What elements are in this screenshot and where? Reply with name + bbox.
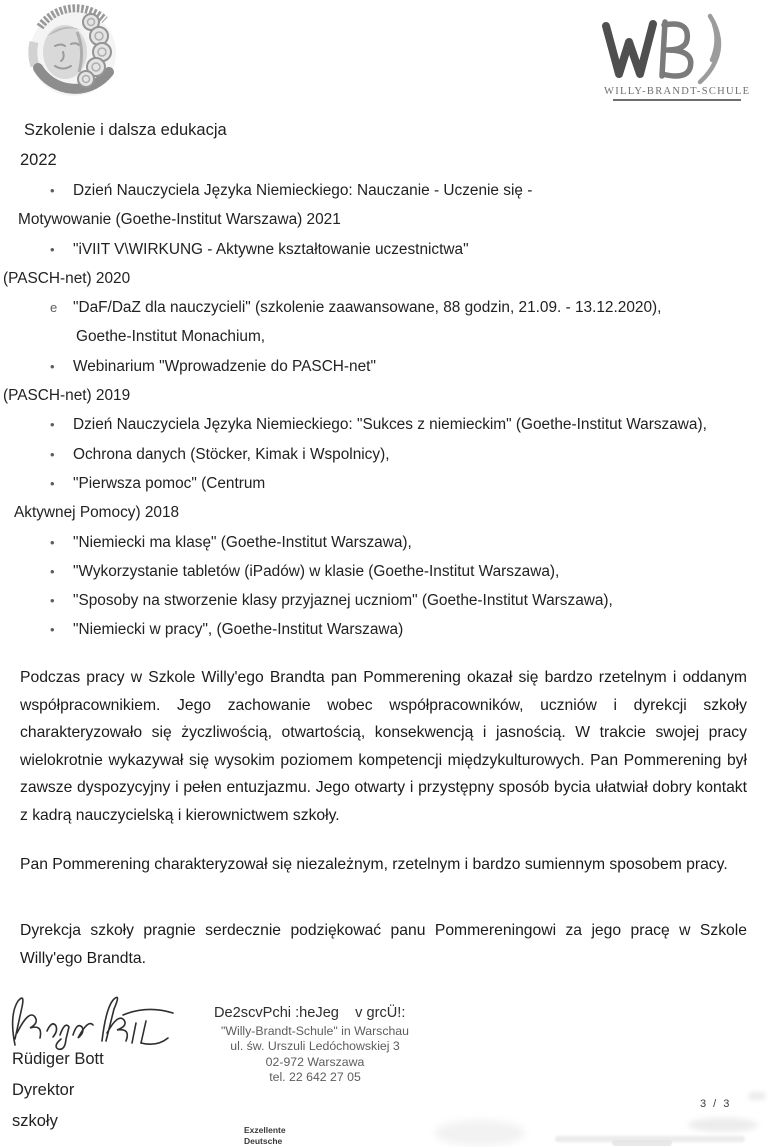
bullet-icon: • bbox=[50, 534, 55, 550]
list-item-text: "Wykorzystanie tabletów (iPadów) w klasie (Goethe-Institut Warszawa), bbox=[73, 562, 560, 580]
list-item-text: Ochrona danych (Stöcker, Kimak i Wspolnicy), bbox=[73, 445, 390, 463]
bullet-icon: • bbox=[50, 475, 55, 491]
scan-artifact bbox=[612, 1140, 672, 1146]
bullet-icon: • bbox=[50, 417, 55, 433]
scan-artifact bbox=[435, 1120, 525, 1146]
bullet-icon: • bbox=[50, 241, 55, 257]
list-item bbox=[0, 440, 768, 469]
school-stamp bbox=[208, 1005, 422, 1086]
list-item bbox=[0, 235, 768, 264]
list-item-text: "Pierwsza pomoc" (Centrum bbox=[73, 474, 266, 492]
stamp-line-3: ul. św. Urszuli Ledóchowskiej 3 bbox=[230, 1039, 400, 1054]
excellence-seal-text bbox=[244, 1125, 286, 1146]
list-item-text: Dzień Nauczyciela Języka Niemieckiego: "Sukces z niemieckim" (Goethe-Institut Warszawa), bbox=[73, 416, 707, 434]
signer-role-line1: Dyrektor bbox=[12, 1081, 75, 1099]
paragraph-thanks: Dyrekcja szkoły pragnie serdecznie podziękować panu Pommereningowi za jego pracę w Szkole Willy'ego Brandta. bbox=[20, 922, 747, 967]
list-item-text: (PASCH-net) 2019 bbox=[3, 387, 131, 405]
list-item-text: (PASCH-net) 2020 bbox=[3, 269, 131, 287]
bullet-icon: • bbox=[50, 446, 55, 462]
header-rule bbox=[613, 99, 741, 101]
school-name-caption: WILLY-BRANDT-SCHULE bbox=[604, 86, 751, 97]
scan-artifact bbox=[688, 1118, 758, 1132]
willy-brandt-emblem-logo bbox=[25, 2, 125, 108]
stamp-line-5: tel. 22 642 27 05 bbox=[269, 1070, 361, 1085]
list-item-text: Motywowanie (Goethe-Institut Warszawa) 2021 bbox=[18, 211, 341, 229]
stamp-line-1: De2scvPchi :heJeg v grcÜ!: bbox=[214, 1005, 406, 1021]
bullet-icon: e bbox=[50, 300, 58, 316]
paragraph-work-style: Pan Pommerening charakteryzował się niezależnym, rzetelnym i bardzo sumiennym sposobem pracy. bbox=[20, 856, 728, 873]
stamp-line-2: "Willy-Brandt-Schule" in Warschau bbox=[220, 1024, 409, 1038]
list-item-text: "Niemiecki w pracy", (Goethe-Institut Warszawa) bbox=[73, 621, 404, 639]
list-item-continuation bbox=[0, 205, 768, 234]
paragraph-evaluation: Podczas pracy w Szkole Willy'ego Brandta pan Pommerening okazał się bardzo rzetelnym i oddanym współpracownikiem. Jego zachowanie wobec współpracowników, uczniów i dyrekcji szkoły charakteryzowało się życzliwością, otwartością, konsekwencją i jasnością. W trakcie swojej pracy wielokrotnie wykazywał się wysokim poziomem kompetencji międzykulturowych. Pan Pommerening był zawsze dyspozycyjny i pełen entuzjazmu. Jego otwarty i przystępny sposób bycia ułatwiał dobry kontakt z kadrą nauczycielską i kierownictwem szkoły. bbox=[20, 669, 747, 824]
wbs-logo bbox=[598, 12, 753, 98]
list-item bbox=[0, 615, 768, 644]
list-item bbox=[0, 469, 768, 498]
list-item-text: "Sposoby na stworzenie klasy przyjaznej uczniom" (Goethe-Institut Warszawa), bbox=[73, 592, 613, 610]
signer-name: Rüdiger Bott bbox=[12, 1050, 104, 1068]
list-item-continuation bbox=[0, 498, 768, 527]
year-2022: 2022 bbox=[20, 151, 57, 169]
excellence-line-2: Deutsche bbox=[244, 1135, 283, 1146]
bullet-icon: • bbox=[50, 593, 55, 609]
signer-role-line2: szkoły bbox=[12, 1112, 58, 1130]
list-item-text: Aktywnej Pomocy) 2018 bbox=[14, 504, 180, 522]
list-item-text: Dzień Nauczyciela Języka Niemieckiego: Nauczanie - Uczenie się - bbox=[73, 182, 533, 199]
stamp-line-4: 02-972 Warszawa bbox=[265, 1054, 365, 1069]
page-number: 3 / 3 bbox=[700, 1098, 732, 1110]
list-item bbox=[0, 352, 768, 381]
handwritten-signature bbox=[5, 993, 180, 1057]
training-list bbox=[0, 176, 768, 645]
list-item-continuation bbox=[0, 381, 768, 410]
list-item-continuation bbox=[0, 322, 768, 351]
list-item-continuation bbox=[0, 264, 768, 293]
list-item bbox=[0, 176, 768, 205]
list-item bbox=[0, 528, 768, 557]
scan-artifact bbox=[748, 1092, 766, 1100]
list-item bbox=[0, 293, 768, 322]
list-item bbox=[0, 557, 768, 586]
bullet-icon: • bbox=[50, 622, 55, 638]
list-item-text: "Niemiecki ma klasę" (Goethe-Institut Warszawa), bbox=[73, 533, 412, 551]
bullet-icon: • bbox=[50, 183, 55, 198]
list-item bbox=[0, 410, 768, 439]
list-item-text: Goethe-Institut Monachium, bbox=[76, 328, 266, 346]
list-item-text: "DaF/DaZ dla nauczycieli" (szkolenie zaawansowane, 88 godzin, 21.09. - 13.12.2020), bbox=[73, 299, 662, 317]
bullet-icon: • bbox=[50, 563, 55, 579]
excellence-line-1: Exzellente bbox=[244, 1125, 286, 1135]
bullet-icon: • bbox=[50, 358, 55, 374]
list-item-text: "iVIIT V\WIRKUNG - Aktywne kształtowanie uczestnictwa" bbox=[73, 240, 469, 258]
section-title: Szkolenie i dalsza edukacja bbox=[24, 121, 227, 139]
list-item bbox=[0, 586, 768, 615]
list-item-text: Webinarium "Wprowadzenie do PASCH-net" bbox=[73, 357, 376, 375]
